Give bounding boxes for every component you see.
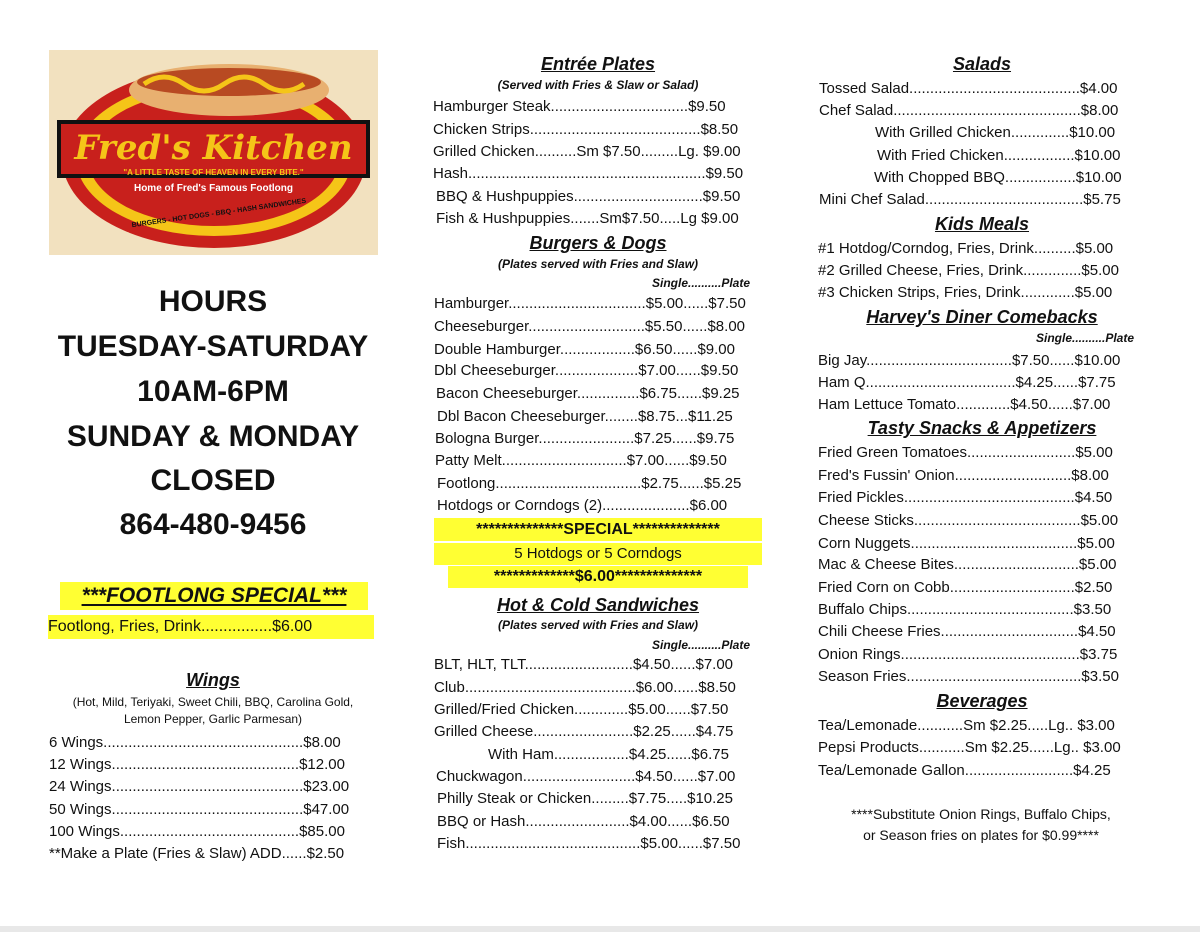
- sandwich-item: With Ham..................$4.25......$6.75: [488, 746, 729, 763]
- wings-note-1: (Hot, Mild, Teriyaki, Sweet Chili, BBQ, Carolina Gold,: [72, 695, 354, 709]
- sandwich-item: Philly Steak or Chicken.........$7.75.....$10.25: [437, 790, 733, 807]
- snack-item: Chili Cheese Fries.................................$4.50: [818, 623, 1116, 640]
- snack-item: Mac & Cheese Bites..............................$5.00: [818, 556, 1117, 573]
- snack-item: Cheese Sticks........................................$5.00: [818, 512, 1119, 529]
- burger-item: Footlong...................................$2.75......$5.25: [437, 475, 742, 492]
- snacks-title: Tasty Snacks & Appetizers: [867, 418, 1097, 438]
- entree-title: Entrée Plates: [540, 54, 656, 74]
- salad-item: With Fried Chicken.................$10.00: [877, 147, 1121, 164]
- burgers-header: Single..........Plate: [652, 276, 751, 290]
- sandwiches-header: Single..........Plate: [652, 638, 751, 652]
- harvey-item: Big Jay...................................$7.50......$10.00: [818, 352, 1121, 369]
- burger-item: Bacon Cheeseburger...............$6.75......$9.25: [436, 385, 740, 402]
- snack-item: Season Fries..........................................$3.50: [818, 668, 1119, 685]
- snack-item: Buffalo Chips........................................$3.50: [818, 601, 1112, 618]
- beverages-title: Beverages: [936, 691, 1028, 711]
- beverage-item: Tea/Lemonade...........Sm $2.25.....Lg.. $3.00: [818, 717, 1115, 734]
- sandwich-item: Grilled/Fried Chicken.............$5.00......$7.50: [434, 701, 729, 718]
- substitute-note-1: ****Substitute Onion Rings, Buffalo Chips,: [851, 806, 1111, 822]
- salad-item: Tossed Salad.........................................$4.00: [819, 80, 1118, 97]
- hours-title: HOURS: [158, 285, 268, 318]
- footlong-special-title-text: ***FOOTLONG SPECIAL***: [81, 584, 347, 607]
- hotdog-special-line-3: *************$6.00**************: [448, 566, 748, 588]
- snack-item: Fred's Fussin' Onion............................$8.00: [818, 467, 1109, 484]
- harvey-header: Single..........Plate: [1036, 331, 1135, 345]
- entree-item: Hash.........................................................$9.50: [433, 165, 744, 182]
- salads-title: Salads: [952, 54, 1012, 74]
- wings-title: Wings: [186, 670, 240, 690]
- sandwich-item: BBQ or Hash.........................$4.00......$6.50: [437, 813, 730, 830]
- burger-item: Dbl Cheeseburger....................$7.00......$9.50: [434, 362, 739, 379]
- hours-days-open: TUESDAY-SATURDAY: [57, 330, 369, 363]
- kids-item: #2 Grilled Cheese, Fries, Drink..............$5.00: [818, 262, 1119, 279]
- snack-item: Corn Nuggets........................................$5.00: [818, 535, 1115, 552]
- footlong-special-line: Footlong, Fries, Drink................$6.00: [48, 615, 374, 639]
- kids-title: Kids Meals: [934, 214, 1030, 234]
- harvey-item: Ham Lettuce Tomato.............$4.50......$7.00: [818, 396, 1111, 413]
- harvey-item: Ham Q....................................$4.25......$7.75: [818, 374, 1116, 391]
- entree-item: Hamburger Steak.................................$9.50: [433, 98, 726, 115]
- snack-item: Fried Green Tomatoes..........................$5.00: [818, 444, 1113, 461]
- salad-item: With Grilled Chicken..............$10.00: [875, 124, 1116, 141]
- entree-note: (Served with Fries & Slaw or Salad): [497, 78, 699, 92]
- hotdog-special-line-2: 5 Hotdogs or 5 Corndogs: [434, 543, 762, 565]
- burger-item: Hamburger.................................$5.00......$7.50: [434, 295, 746, 312]
- hours-time: 10AM-6PM: [137, 375, 289, 408]
- logo-banner: BURGERS - HOT DOGS - BBQ - HASH SANDWICHES: [131, 197, 307, 230]
- burger-item: Patty Melt..............................$7.00......$9.50: [435, 452, 727, 469]
- logo-title: Fred's Kitchen: [74, 128, 353, 168]
- substitute-note-2: or Season fries on plates for $0.99****: [863, 827, 1099, 843]
- sandwich-item: Chuckwagon...........................$4.50......$7.00: [436, 768, 736, 785]
- wings-item: 100 Wings...........................................$85.00: [49, 823, 345, 840]
- sandwich-item: Grilled Cheese........................$2.25......$4.75: [434, 723, 734, 740]
- snack-item: Fried Pickles.........................................$4.50: [818, 489, 1113, 506]
- wings-note-2: Lemon Pepper, Garlic Parmesan): [123, 712, 303, 726]
- burger-item: Double Hamburger..................$6.50......$9.00: [434, 341, 735, 358]
- burger-item: Dbl Bacon Cheeseburger........$8.75...$11.25: [437, 408, 733, 425]
- kids-item: #3 Chicken Strips, Fries, Drink.............$5.00: [818, 284, 1113, 301]
- entree-item: Chicken Strips.........................................$8.50: [433, 121, 739, 138]
- hours-closed: CLOSED: [150, 464, 276, 497]
- salad-item: Chef Salad.............................................$8.00: [819, 102, 1119, 119]
- entree-item: Fish & Hushpuppies.......Sm$7.50.....Lg $9.00: [436, 210, 739, 227]
- logo: [49, 50, 378, 255]
- sandwich-item: Club.........................................$6.00......$8.50: [434, 679, 736, 696]
- phone-number: 864-480-9456: [119, 508, 307, 541]
- wings-item: 12 Wings.............................................$12.00: [49, 756, 345, 773]
- wings-item: 50 Wings..............................................$47.00: [49, 801, 350, 818]
- salad-item: With Chopped BBQ.................$10.00: [874, 169, 1122, 186]
- wings-item: 6 Wings................................................$8.00: [49, 734, 341, 751]
- wings-item: **Make a Plate (Fries & Slaw) ADD......$2.50: [49, 845, 345, 862]
- kids-item: #1 Hotdog/Corndog, Fries, Drink..........$5.00: [818, 240, 1114, 257]
- burger-item: Cheeseburger............................$5.50......$8.00: [434, 318, 746, 335]
- sandwiches-title: Hot & Cold Sandwiches: [496, 595, 700, 615]
- bottom-edge: [0, 926, 1200, 932]
- entree-item: Grilled Chicken..........Sm $7.50.........Lg. $9.00: [433, 143, 741, 160]
- footlong-special-title: [60, 582, 368, 610]
- sandwiches-note: (Plates served with Fries and Slaw): [497, 618, 699, 632]
- hours-days-closed: SUNDAY & MONDAY: [66, 420, 360, 453]
- snack-item: Fried Corn on Cobb..............................$2.50: [818, 579, 1113, 596]
- burgers-title: Burgers & Dogs: [529, 233, 667, 253]
- beverage-item: Tea/Lemonade Gallon..........................$4.25: [818, 762, 1111, 779]
- wings-item: 24 Wings..............................................$23.00: [49, 778, 350, 795]
- sandwich-item: Fish..........................................$5.00......$7.50: [437, 835, 741, 852]
- logo-tagline: "A LITTLE TASTE OF HEAVEN IN EVERY BITE.": [123, 168, 304, 177]
- hotdog-special-line-1: **************SPECIAL**************: [434, 518, 762, 541]
- harvey-title: Harvey's Diner Comebacks: [866, 307, 1098, 327]
- logo-home-of: Home of Fred's Famous Footlong: [133, 183, 294, 194]
- sandwich-item: BLT, HLT, TLT..........................$4.50......$7.00: [434, 656, 734, 673]
- snack-item: Onion Rings...........................................$3.75: [818, 646, 1118, 663]
- burger-item: Bologna Burger.......................$7.25......$9.75: [435, 430, 735, 447]
- salad-item: Mini Chef Salad......................................$5.75: [819, 191, 1121, 208]
- burgers-note: (Plates served with Fries and Slaw): [497, 257, 699, 271]
- beverage-item: Pepsi Products...........Sm $2.25......Lg.. $3.00: [818, 739, 1121, 756]
- entree-item: BBQ & Hushpuppies...............................$9.50: [436, 188, 741, 205]
- burger-item: Hotdogs or Corndogs (2).....................$6.00: [437, 497, 728, 514]
